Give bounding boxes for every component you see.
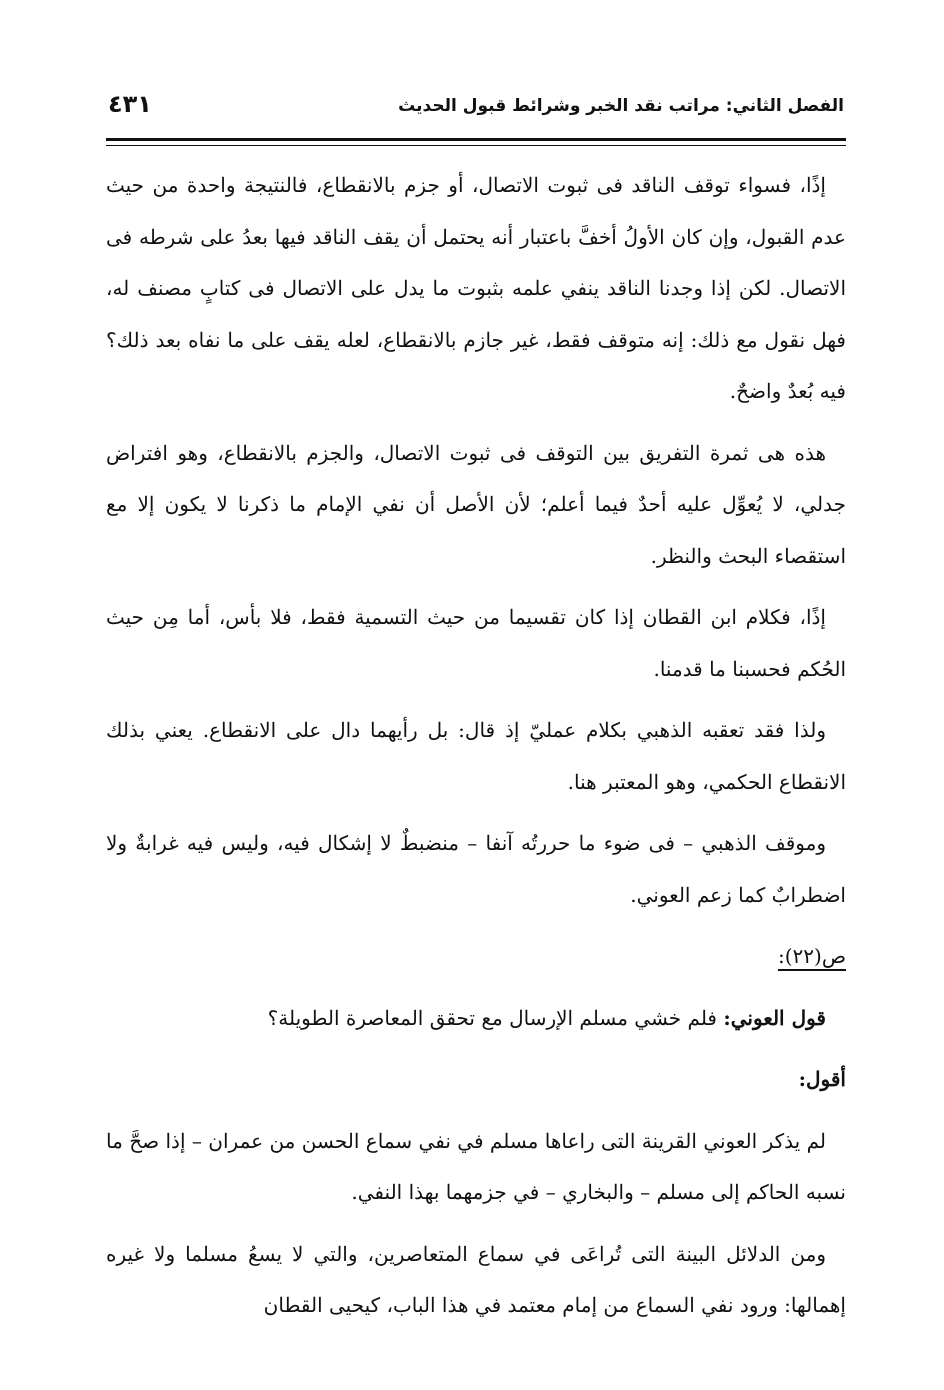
- quote-label: قول العوني:: [723, 1005, 826, 1030]
- response-paragraph-2: ومن الدلائل البينة التى تُراعَى في سماع المتعاصرين، والتي لا يسعُ مسلما ولا غيره إهمالها: ورود نفي السماع من إمام معتمد في هذا الباب، كيحيى القطان: [106, 1241, 846, 1317]
- header-rule-thick: [106, 138, 846, 141]
- paragraph-1: إذًا، فسواء توقف الناقد فى ثبوت الاتصال، أو جزم بالانقطاع، فالنتيجة واحدة من حيث عدم القبول، وإن كان الأولُ أخفَّ باعتبار أنه يحتمل أن يقف الناقد فيها بعدُ على شرطه فى الاتصال. لكن إذا وجدنا الناقد ينفي علمه بثبوت ما يدل على الاتصال فى كتابٍ مصنف له، فهل نقول مع ذلك: إنه متوقف فقط، غير جازم بالانقطاع، لعله يقف على ما نفاه بعد ذلك؟ فيه بُعدٌ واضحٌ.: [106, 173, 846, 403]
- response-heading: أقول:: [798, 1067, 846, 1091]
- paragraph-2: هذه هى ثمرة التفريق بين التوقف فى ثبوت الاتصال، والجزم بالانقطاع، وهو افتراض جدلي، لا يُعوِّل عليه أحدٌ فيما أعلم؛ لأن الأصل أن نفي الإمام ما ذكرنا لا يكون إلا مع استقصاء البحث والنظر.: [106, 440, 846, 568]
- reference-heading: [106, 931, 846, 983]
- paragraph-4: ولذا فقد تعقبه الذهبي بكلام عمليّ إذ قال: بل رأيهما دال على الانقطاع. يعني بذلك الانقطاع الحكمي، وهو المعتبر هنا.: [106, 718, 846, 794]
- paragraph-5: وموقف الذهبي – فى ضوء ما حررتُه آنفا – منضبطٌ لا إشكال فيه، وليس فيه غرابةٌ ولا اضطرابٌ كما زعم العوني.: [106, 831, 846, 907]
- response-paragraph-1: لم يذكر العوني القرينة التى راعاها مسلم في نفي سماع الحسن من عمران – إذا صحَّ ما نسبه الحاكم إلى مسلم – والبخاري – في جزمهما بهذا النفي.: [106, 1128, 846, 1204]
- header-rule-thin: [106, 145, 846, 146]
- body-text: [106, 160, 846, 1342]
- chapter-title: الفصل الثاني: مراتب نقد الخبر وشرائط قبول الحديث: [398, 96, 844, 116]
- running-header: [104, 88, 844, 128]
- paragraph-3: إذًا، فكلام ابن القطان إذا كان تقسيما من حيث التسمية فقط، فلا بأس، أما مِن حيث الحُكم فحسبنا ما قدمنا.: [106, 605, 846, 681]
- quote-paragraph: [106, 993, 846, 1045]
- quote-text: فلم خشي مسلم الإرسال مع تحقق المعاصرة الطويلة؟: [267, 1005, 717, 1030]
- page-number: ٤٣١: [108, 90, 152, 118]
- reference-label: ص(٢٢):: [777, 944, 846, 968]
